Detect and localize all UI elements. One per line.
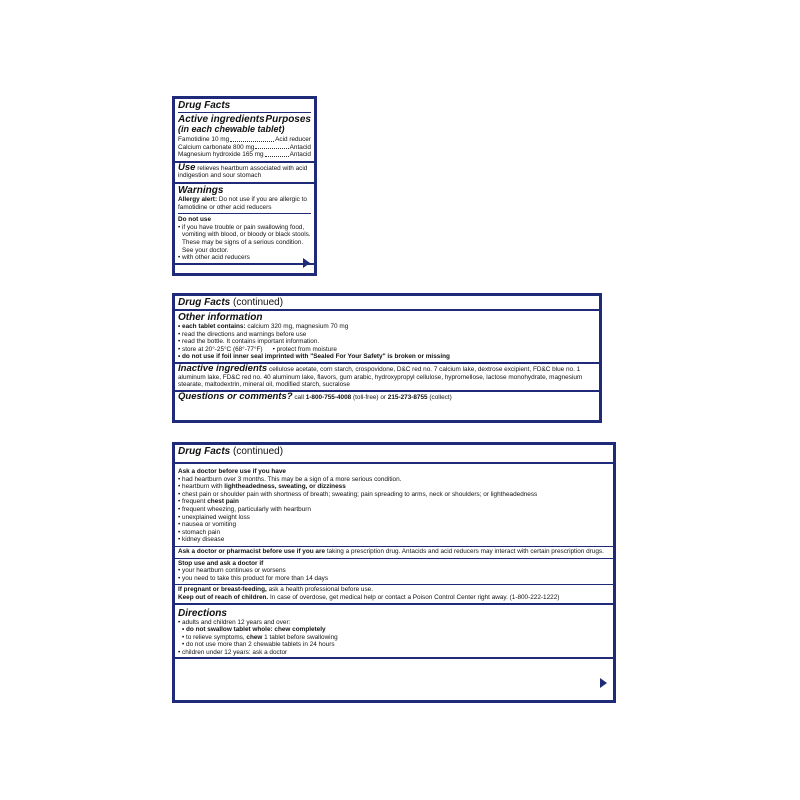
active-ingredients-subheader: (in each chewable tablet) — [178, 124, 285, 134]
allergy-text-2: famotidine or other acid reducers — [178, 204, 311, 215]
ingredient-row — [178, 144, 311, 152]
ask-pharmacist-header: Ask a doctor or pharmacist before use if you are — [178, 547, 326, 555]
panel3-title-section — [175, 445, 613, 464]
warnings-header: Warnings — [178, 184, 224, 196]
store-text: • store at 20°-25°C (68°-77°F) — [178, 345, 263, 353]
do-not-use-line: These may be signs of a serious condition. — [182, 238, 304, 246]
warnings-section — [175, 184, 314, 265]
frequent-bold: chest pain — [207, 498, 239, 506]
drug-facts-panel-1 — [172, 96, 317, 276]
directions-post: 1 tablet before swallowing — [264, 633, 338, 641]
panel-title: Drug Facts — [178, 446, 231, 457]
ingredient-purpose: Antacid — [289, 151, 311, 159]
ask-doctor-line: • nausea or vomiting — [178, 521, 237, 529]
ask-doctor-section — [175, 464, 613, 547]
stop-use-line: • your heartburn continues or worsens — [178, 567, 286, 575]
inactive-ingredients-section — [175, 364, 599, 392]
directions-line: • do not use more than 2 chewable tablets in 24 hours — [182, 641, 335, 649]
ask-doctor-line: • frequent wheezing, particularly with heartburn — [178, 505, 311, 513]
lightheadedness-pre: • heartburn with — [178, 483, 223, 491]
ingredient-purpose: Acid reducer — [275, 136, 311, 143]
protect-text: • protect from moisture — [272, 345, 337, 353]
ask-pharmacist-text: taking a prescription drug. Antacids and acid reducers may interact with certain prescription drugs. — [326, 547, 604, 555]
continued-label: (continued) — [233, 297, 284, 308]
lightheadedness-bold: lightheadedness, sweating, or dizziness — [224, 483, 346, 491]
panel-title: Drug Facts — [178, 297, 231, 308]
allergy-text: Do not use if you are allergic to — [218, 195, 307, 203]
do-not-use-line: • if you have trouble or pain swallowing food, — [178, 223, 305, 231]
chest-pain-line: • chest pain or shoulder pain with shortness of breath; sweating; pain spreading to arms, neck or shoulders; or lightheadedness — [178, 490, 538, 498]
stop-use-section — [175, 559, 613, 586]
do-not-use-line: See your doctor. — [182, 246, 229, 254]
questions-header: Questions or comments? — [178, 390, 293, 402]
collect-label: (collect) — [429, 393, 452, 401]
continued-label: (continued) — [233, 446, 284, 457]
directions-line: • children under 12 years: ask a doctor — [178, 648, 288, 656]
ask-pharmacist-section — [175, 547, 613, 559]
do-not-use-line: • with other acid reducers — [178, 254, 250, 262]
directions-chew: chew — [246, 633, 263, 641]
use-text: relieves heartburn associated with acid — [197, 164, 308, 172]
inactive-ingredients-header: Inactive ingredients — [178, 362, 268, 374]
use-section — [175, 163, 314, 184]
pregnancy-section — [175, 585, 613, 604]
ingredient-row — [178, 151, 311, 159]
each-tablet-text: calcium 320 mg, magnesium 70 mg — [247, 323, 349, 330]
each-tablet-label: • each tablet contains: — [178, 323, 246, 330]
directions-pre: • to relieve symptoms, — [182, 633, 245, 641]
pregnancy-header: If pregnant or breast-feeding, — [178, 586, 267, 594]
warnings-continued-section — [175, 464, 613, 605]
directions-header: Directions — [178, 607, 227, 619]
active-ingredients-section — [175, 99, 314, 163]
ask-doctor-header: Ask a doctor before use if you have — [178, 468, 286, 475]
use-text-2: indigestion and sour stomach — [178, 172, 262, 180]
drug-facts-panel-3 — [172, 442, 616, 703]
pregnancy-text: ask a health professional before use. — [268, 586, 374, 594]
tollfree-label: (toll-free) or — [352, 393, 387, 401]
stop-use-header: Stop use and ask a doctor if — [178, 559, 264, 567]
other-info-line: • read the directions and warnings before use — [178, 330, 307, 338]
ask-doctor-line: • unexplained weight loss — [178, 513, 250, 521]
seal-text: • do not use if foil inner seal imprinted with "Sealed For Your Safety" is broken or missing — [178, 353, 450, 361]
directions-line: • adults and children 12 years and over: — [178, 618, 291, 626]
other-info-line: • read the bottle. It contains important information. — [178, 338, 320, 346]
inactive-ingredients-text: cellulose acetate, corn starch, crospovidone, D&C red no. 7 calcium lake, dextrose excipient, FD&C blue no. 1 aluminum lake, FD&C red no. 40 aluminum lake, flavors, gum arabic, hydroxypropyl cellulose, hypromellose, lactose monohydrate, magnesium stearate, maltodextrin, mineral oil, modified starch, sucralose — [178, 365, 583, 389]
phone-tollfree: 1-800-755-4008 — [305, 393, 352, 401]
use-header: Use — [178, 161, 196, 173]
phone-collect: 215-273-8755 — [387, 393, 428, 401]
do-not-use-header: Do not use — [178, 216, 212, 224]
directions-bold-line: • do not swallow tablet whole: chew completely — [182, 626, 326, 634]
ask-doctor-line: • had heartburn over 3 months. This may be a sign of a more serious condition. — [178, 475, 402, 483]
continue-arrow-icon — [303, 258, 310, 268]
continue-arrow-icon — [600, 678, 607, 688]
frequent-pre: • frequent — [178, 498, 206, 506]
drug-facts-panel-2 — [172, 293, 602, 423]
stop-use-line: • you need to take this product for more than 14 days — [178, 574, 329, 582]
do-not-use-line: vomiting with blood, or bloody or black stools. — [182, 231, 311, 239]
active-ingredients-header: Active ingredients — [178, 114, 265, 125]
ingredient-name: Calcium carbonate 800 mg — [178, 143, 255, 151]
ingredient-name: Famotidine 10 mg — [178, 136, 230, 143]
allergy-alert-label: Allergy alert: — [178, 195, 218, 203]
panel-title: Drug Facts — [178, 100, 311, 113]
questions-pre: call — [294, 393, 304, 401]
panel2-title-section — [175, 296, 599, 311]
questions-section — [175, 392, 599, 403]
keep-out-text: In case of overdose, get medical help or contact a Poison Control Center right away. (1-800-222-1222) — [269, 593, 560, 601]
ingredient-row — [178, 136, 311, 144]
purposes-header: Purposes — [265, 114, 311, 125]
ingredient-purpose: Antacid — [289, 143, 311, 151]
ask-doctor-line: • kidney disease — [178, 536, 225, 544]
ingredient-name: Magnesium hydroxide 165 mg — [178, 151, 264, 159]
keep-out-header: Keep out of reach of children. — [178, 593, 269, 601]
other-information-header: Other information — [178, 312, 263, 323]
ask-doctor-line: • stomach pain — [178, 528, 221, 536]
directions-section — [175, 605, 613, 660]
other-information-section — [175, 311, 599, 364]
